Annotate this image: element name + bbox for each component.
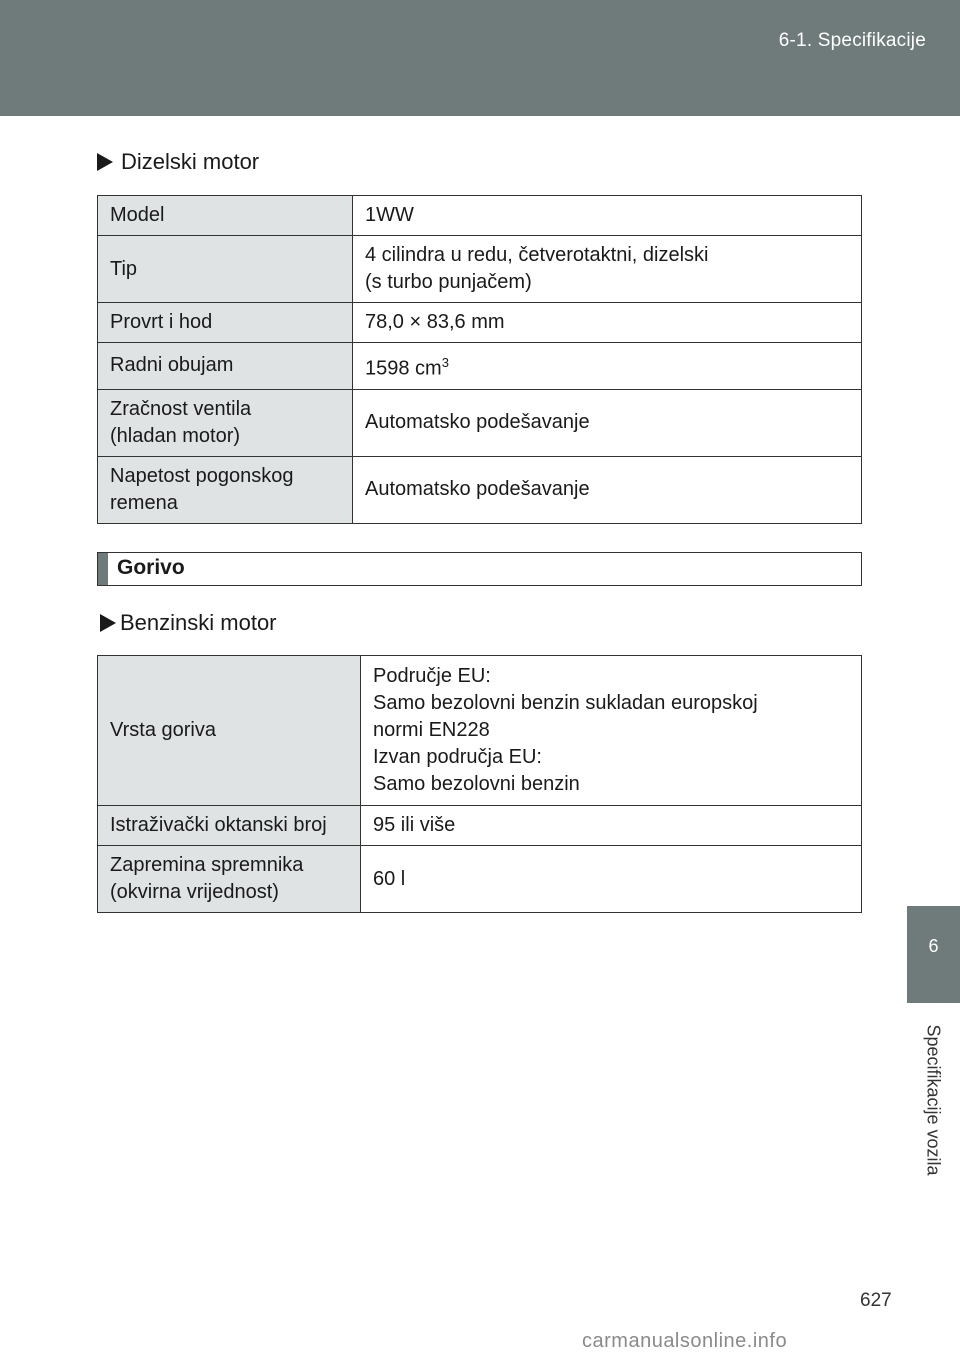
row-value: Područje EU: Samo bezolovni benzin sukladan europskoj normi EN228 Izvan područja EU: Samo bezolovni benzin — [361, 656, 862, 806]
diesel-heading-text: Dizelski motor — [121, 149, 260, 174]
section-title: 6-1. Specifikacije — [778, 30, 926, 51]
row-value: 95 ili više — [361, 806, 862, 846]
row-value: 60 l — [361, 846, 862, 913]
fuel-section-bar — [97, 552, 862, 586]
row-value: 4 cilindra u redu, četverotaktni, dizelski (s turbo punjačem) — [353, 236, 862, 303]
table-row — [98, 389, 862, 456]
chapter-label: Specifikacije vozila — [923, 1024, 944, 1176]
row-value: Automatsko podešavanje — [353, 389, 862, 456]
chapter-number: 6 — [928, 936, 939, 956]
petrol-spec-table — [97, 655, 862, 913]
row-label: Model — [98, 196, 353, 236]
row-value: 78,0 × 83,6 mm — [353, 303, 862, 343]
row-label: Tip — [98, 236, 353, 303]
petrol-heading — [100, 610, 277, 636]
row-value: 1WW — [353, 196, 862, 236]
triangle-right-icon — [100, 614, 116, 632]
table-row — [98, 196, 862, 236]
petrol-heading-text: Benzinski motor — [120, 610, 277, 635]
row-label: Istraživački oktanski broj — [98, 806, 361, 846]
row-label: Radni obujam — [98, 343, 353, 390]
table-row — [98, 236, 862, 303]
page-number: 627 — [860, 1290, 892, 1311]
fuel-section-title: Gorivo — [117, 556, 185, 579]
diesel-spec-table — [97, 195, 862, 524]
row-label: Zračnost ventila (hladan motor) — [98, 389, 353, 456]
table-row — [98, 806, 862, 846]
triangle-right-icon — [97, 153, 113, 171]
table-row — [98, 343, 862, 390]
header-band — [0, 0, 960, 116]
section-accent — [98, 553, 108, 585]
table-row — [98, 846, 862, 913]
row-label: Provrt i hod — [98, 303, 353, 343]
chapter-tab[interactable] — [907, 906, 960, 1003]
row-value: Automatsko podešavanje — [353, 456, 862, 523]
row-value: 1598 $cm^3$ — [353, 343, 862, 390]
diesel-heading — [97, 149, 259, 175]
table-row — [98, 656, 862, 806]
superscript: 3 — [441, 355, 449, 370]
table-row — [98, 456, 862, 523]
row-label: Vrsta goriva — [98, 656, 361, 806]
watermark: carmanualsonline.info — [582, 1330, 788, 1352]
row-label: Zapremina spremnika (okvirna vrijednost) — [98, 846, 361, 913]
table-row — [98, 303, 862, 343]
row-label: Napetost pogonskog remena — [98, 456, 353, 523]
